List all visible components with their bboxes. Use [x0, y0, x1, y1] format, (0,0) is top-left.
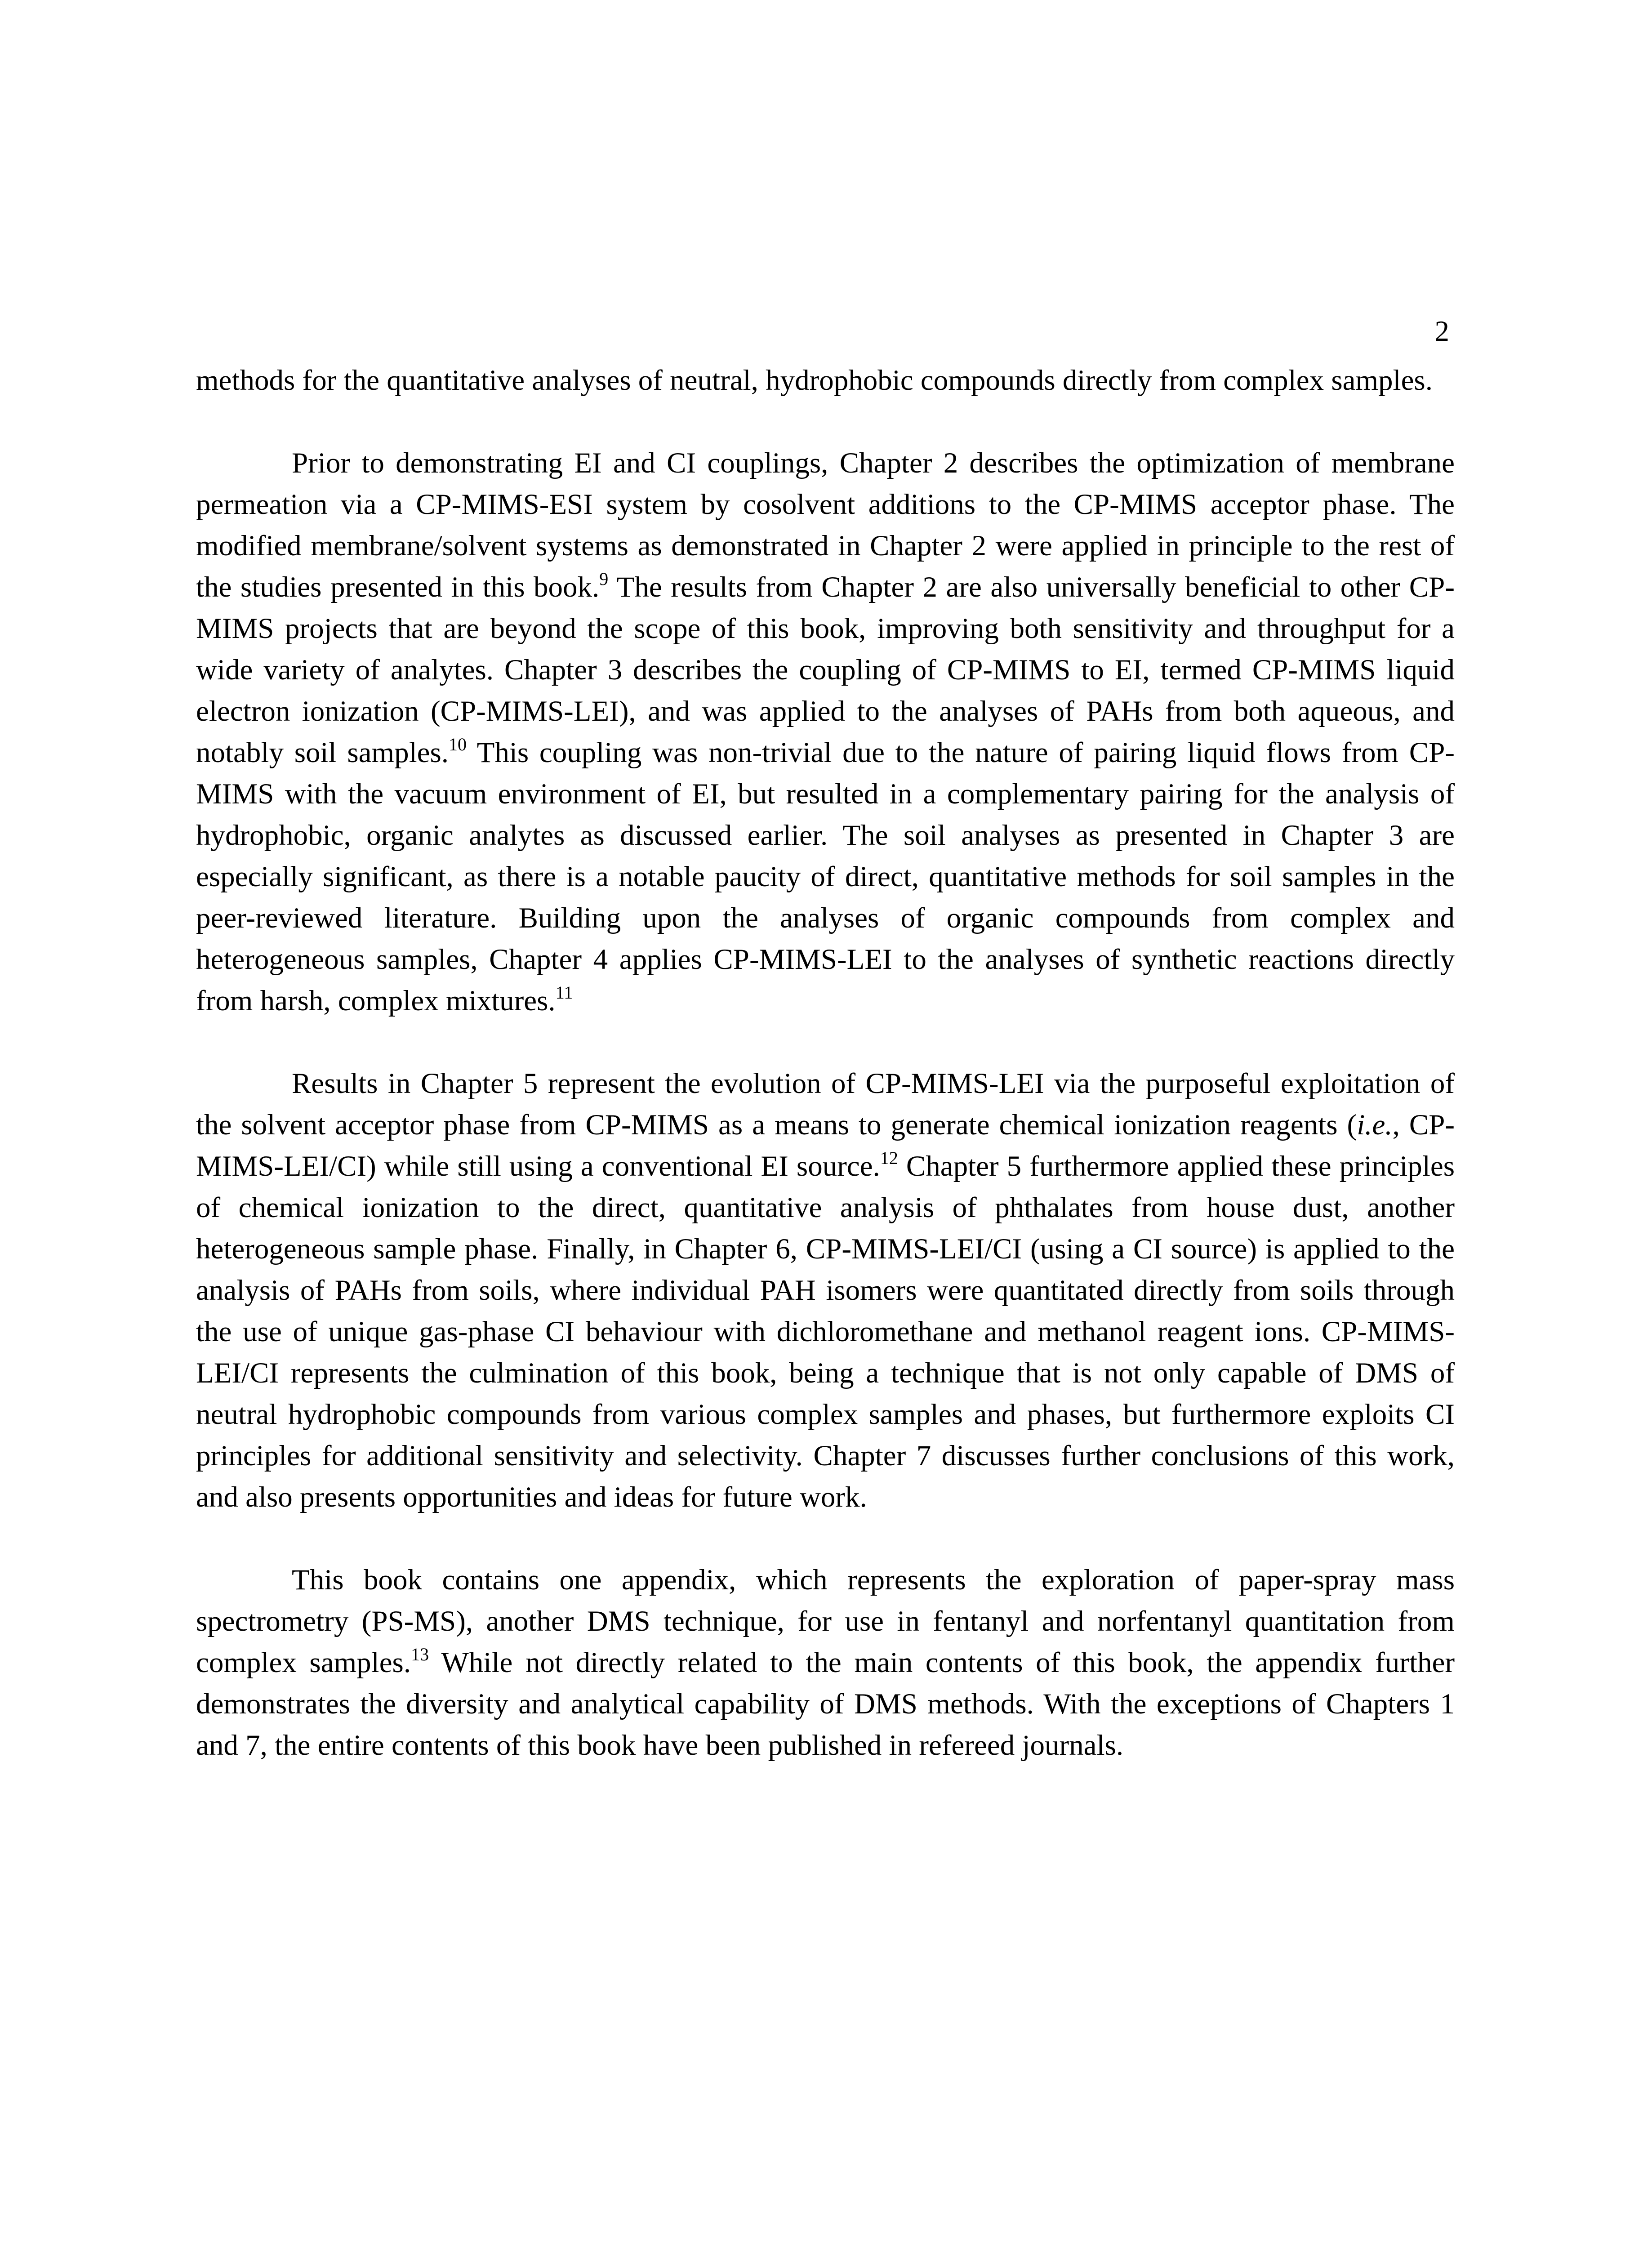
body-text	[196, 360, 1455, 1807]
citation-superscript: 10	[449, 734, 467, 754]
text-run: The results from Chapter 2 are also universally beneficial to other CP-MIMS projects that are beyond the scope of this book, improving both sensitivity and throughput for a wide variety of analytes. Chapter 3 describes the coupling of CP-MIMS to EI, termed CP-MIMS liquid electron ionization (CP-MIMS-LEI), and was applied to the analyses of PAHs from both aqueous, and notably soil samples.	[196, 571, 1455, 769]
text-run: While not directly related to the main contents of this book, the appendix further demonstrates the diversity and analytical capability of DMS methods. With the exceptions of Chapters 1 and 7, the entire contents of this book have been published in refereed journals.	[196, 1646, 1455, 1762]
citation-superscript: 13	[411, 1644, 429, 1664]
text-run: , CP-MIMS-LEI/CI) while still using a conventional EI source.	[196, 1109, 1455, 1182]
citation-superscript: 11	[555, 982, 573, 1003]
citation-superscript: 9	[599, 569, 609, 589]
text-run: This book contains one appendix, which represents the exploration of paper-spray mass spectrometry (PS-MS), another DMS technique, for use in fentanyl and norfentanyl quantitation from complex samples.	[196, 1564, 1455, 1679]
paragraph-continuation	[196, 360, 1455, 401]
paragraph-chapters-2-4	[196, 442, 1455, 1021]
citation-superscript: 12	[880, 1148, 898, 1168]
text-run: methods for the quantitative analyses of neutral, hydrophobic compounds directly from complex samples.	[196, 364, 1433, 397]
text-run: Results in Chapter 5 represent the evolution of CP-MIMS-LEI via the purposeful exploitation of the solvent acceptor phase from CP-MIMS as a means to generate chemical ionization reagents (	[196, 1067, 1455, 1141]
italic-text: i.e.	[1357, 1109, 1393, 1141]
text-run: Prior to demonstrating EI and CI couplings, Chapter 2 describes the optimization of membrane permeation via a CP-MIMS-ESI system by cosolvent additions to the CP-MIMS acceptor phase. The modified membrane/solvent systems as demonstrated in Chapter 2 were applied in principle to the rest of the studies presented in this book.	[196, 447, 1455, 603]
text-run: Chapter 5 furthermore applied these principles of chemical ionization to the direct, quantitative analysis of phthalates from house dust, another heterogeneous sample phase. Finally, in Chapter 6, CP-MIMS-LEI/CI (using a CI source) is applied to the analysis of PAHs from soils, where individual PAH isomers were quantitated directly from soils through the use of unique gas-phase CI behaviour with dichloromethane and methanol reagent ions. CP-MIMS-LEI/CI represents the culmination of this book, being a technique that is not only capable of DMS of neutral hydrophobic compounds from various complex samples and phases, but furthermore exploits CI principles for additional sensitivity and selectivity. Chapter 7 discusses further conclusions of this work, and also presents opportunities and ideas for future work.	[196, 1150, 1455, 1513]
page-number: 2	[1434, 315, 1449, 348]
paragraph-chapters-5-7	[196, 1063, 1455, 1518]
paragraph-appendix	[196, 1559, 1455, 1766]
text-run: This coupling was non-trivial due to the nature of pairing liquid flows from CP-MIMS with the vacuum environment of EI, but resulted in a complementary pairing for the analysis of hydrophobic, organic analytes as discussed earlier. The soil analyses as presented in Chapter 3 are especially significant, as there is a notable paucity of direct, quantitative methods for soil samples in the peer-reviewed literature. Building upon the analyses of organic compounds from complex and heterogeneous samples, Chapter 4 applies CP-MIMS-LEI to the analyses of synthetic reactions directly from harsh, complex mixtures.	[196, 736, 1455, 1017]
